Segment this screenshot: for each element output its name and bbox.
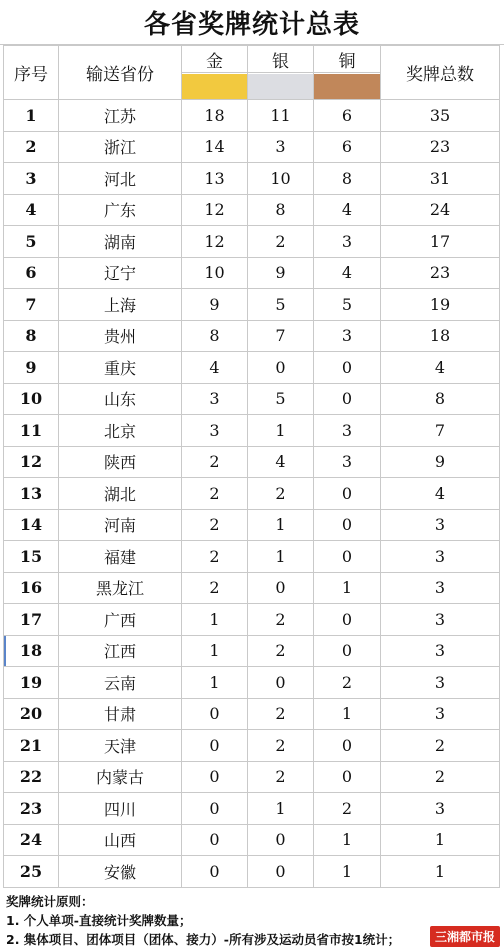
cell-gold[interactable]: 2 <box>182 541 248 573</box>
bronze-swatch-cell[interactable] <box>314 73 381 100</box>
cell-gold[interactable]: 13 <box>182 163 248 195</box>
cell-total[interactable]: 18 <box>381 320 500 352</box>
cell-total[interactable]: 19 <box>381 289 500 321</box>
cell-silver[interactable]: 8 <box>248 194 314 226</box>
cell-no[interactable]: 21 <box>4 730 59 762</box>
notes-line-1: 1. 个人单项-直接统计奖牌数量； <box>6 913 192 928</box>
cell-silver[interactable]: 2 <box>248 698 314 730</box>
cell-silver[interactable]: 1 <box>248 509 314 541</box>
cell-no[interactable]: 6 <box>4 257 59 289</box>
table-row <box>4 604 500 636</box>
cell-silver[interactable]: 10 <box>248 163 314 195</box>
table-row <box>4 856 500 888</box>
cell-bronze[interactable]: 1 <box>314 824 381 856</box>
cell-province[interactable]: 安徽 <box>59 856 182 888</box>
cell-province[interactable]: 广东 <box>59 194 182 226</box>
table-row <box>4 572 500 604</box>
cell-province[interactable]: 浙江 <box>59 131 182 163</box>
cell-province[interactable]: 重庆 <box>59 352 182 384</box>
cell-gold[interactable]: 8 <box>182 320 248 352</box>
gold-swatch-cell[interactable] <box>182 73 248 100</box>
cell-silver[interactable]: 5 <box>248 383 314 415</box>
cell-gold[interactable]: 2 <box>182 446 248 478</box>
cell-silver[interactable]: 2 <box>248 478 314 510</box>
notes-heading: 奖牌统计原则： <box>6 894 94 909</box>
cell-silver[interactable]: 1 <box>248 415 314 447</box>
gold-color-swatch <box>182 74 247 99</box>
cell-silver[interactable]: 1 <box>248 541 314 573</box>
cell-gold[interactable]: 9 <box>182 289 248 321</box>
cell-province[interactable]: 山东 <box>59 383 182 415</box>
header-silver[interactable]: 银 <box>248 46 314 73</box>
table-row <box>4 257 500 289</box>
table-row <box>4 478 500 510</box>
table-row <box>4 541 500 573</box>
cell-province[interactable]: 广西 <box>59 604 182 636</box>
cell-no[interactable]: 25 <box>4 856 59 888</box>
header-no[interactable]: 序号 <box>4 46 59 100</box>
cell-gold[interactable]: 10 <box>182 257 248 289</box>
table-row <box>4 824 500 856</box>
cell-province[interactable]: 云南 <box>59 667 182 699</box>
cell-silver[interactable]: 4 <box>248 446 314 478</box>
notes-line-2: 2. 集体项目、团体项目（团体、接力）-所有涉及运动员省市按1统计； <box>6 932 401 947</box>
cell-bronze[interactable]: 1 <box>314 572 381 604</box>
cell-bronze[interactable]: 6 <box>314 100 381 132</box>
cell-bronze[interactable]: 8 <box>314 163 381 195</box>
cell-total[interactable]: 3 <box>381 698 500 730</box>
cell-province[interactable]: 四川 <box>59 793 182 825</box>
cell-silver[interactable]: 0 <box>248 572 314 604</box>
cell-gold[interactable]: 18 <box>182 100 248 132</box>
watermark-logo: 三湘都市报 <box>430 926 500 947</box>
table-row <box>4 352 500 384</box>
table-row <box>4 730 500 762</box>
cell-silver[interactable]: 1 <box>248 793 314 825</box>
table-row <box>4 320 500 352</box>
cell-gold[interactable]: 0 <box>182 793 248 825</box>
cell-total[interactable]: 35 <box>381 100 500 132</box>
cell-total[interactable]: 7 <box>381 415 500 447</box>
cell-total[interactable]: 31 <box>381 163 500 195</box>
cell-bronze[interactable]: 0 <box>314 509 381 541</box>
cell-total[interactable]: 2 <box>381 730 500 762</box>
cell-province[interactable]: 黑龙江 <box>59 572 182 604</box>
cell-province[interactable]: 北京 <box>59 415 182 447</box>
cell-no[interactable]: 13 <box>4 478 59 510</box>
cell-total[interactable]: 2 <box>381 761 500 793</box>
cell-total[interactable]: 3 <box>381 667 500 699</box>
cell-bronze[interactable]: 2 <box>314 667 381 699</box>
cell-total[interactable]: 1 <box>381 824 500 856</box>
cell-bronze[interactable]: 0 <box>314 478 381 510</box>
cell-total[interactable]: 1 <box>381 856 500 888</box>
cell-province[interactable]: 江西 <box>59 635 182 667</box>
cell-bronze[interactable]: 0 <box>314 352 381 384</box>
cell-province[interactable]: 上海 <box>59 289 182 321</box>
cell-no[interactable]: 19 <box>4 667 59 699</box>
cell-bronze[interactable]: 0 <box>314 604 381 636</box>
cell-no[interactable]: 17 <box>4 604 59 636</box>
medal-table <box>3 45 500 888</box>
cell-no[interactable]: 16 <box>4 572 59 604</box>
cell-gold[interactable]: 14 <box>182 131 248 163</box>
cell-gold[interactable]: 0 <box>182 856 248 888</box>
cell-no[interactable]: 3 <box>4 163 59 195</box>
cell-silver[interactable]: 2 <box>248 730 314 762</box>
table-row <box>4 761 500 793</box>
table-row <box>4 131 500 163</box>
cell-total[interactable]: 23 <box>381 131 500 163</box>
cell-province[interactable]: 陕西 <box>59 446 182 478</box>
cell-no[interactable]: 1 <box>4 100 59 132</box>
cell-total[interactable]: 3 <box>381 635 500 667</box>
cell-no[interactable]: 14 <box>4 509 59 541</box>
cell-bronze[interactable]: 0 <box>314 541 381 573</box>
cell-province[interactable]: 江苏 <box>59 100 182 132</box>
cell-gold[interactable]: 2 <box>182 572 248 604</box>
silver-color-swatch <box>248 74 313 99</box>
cell-province[interactable]: 山西 <box>59 824 182 856</box>
table-row <box>4 415 500 447</box>
cell-total[interactable]: 23 <box>381 257 500 289</box>
cell-gold[interactable]: 12 <box>182 226 248 258</box>
cell-bronze[interactable]: 4 <box>314 194 381 226</box>
table-row <box>4 667 500 699</box>
table-row <box>4 635 500 667</box>
cell-gold[interactable]: 4 <box>182 352 248 384</box>
cell-gold[interactable]: 0 <box>182 761 248 793</box>
cell-province[interactable]: 湖北 <box>59 478 182 510</box>
cell-silver[interactable]: 9 <box>248 257 314 289</box>
cell-bronze[interactable]: 3 <box>314 446 381 478</box>
silver-swatch-cell[interactable] <box>248 73 314 100</box>
cell-total[interactable]: 3 <box>381 572 500 604</box>
cell-silver[interactable]: 0 <box>248 824 314 856</box>
cell-no[interactable]: 10 <box>4 383 59 415</box>
table-row <box>4 446 500 478</box>
cell-silver[interactable]: 3 <box>248 131 314 163</box>
cell-gold[interactable]: 1 <box>182 604 248 636</box>
table-row <box>4 100 500 132</box>
cell-silver[interactable]: 0 <box>248 667 314 699</box>
header-total[interactable]: 奖牌总数 <box>381 46 500 100</box>
cell-silver[interactable]: 5 <box>248 289 314 321</box>
cell-gold[interactable]: 1 <box>182 635 248 667</box>
bronze-color-swatch <box>314 74 380 99</box>
cell-bronze[interactable]: 2 <box>314 793 381 825</box>
cell-silver[interactable]: 2 <box>248 604 314 636</box>
cell-silver[interactable]: 2 <box>248 226 314 258</box>
cell-total[interactable]: 3 <box>381 793 500 825</box>
cell-silver[interactable]: 0 <box>248 352 314 384</box>
cell-bronze[interactable]: 6 <box>314 131 381 163</box>
cell-bronze[interactable]: 0 <box>314 635 381 667</box>
cell-province[interactable]: 福建 <box>59 541 182 573</box>
cell-province[interactable]: 辽宁 <box>59 257 182 289</box>
cell-no[interactable]: 11 <box>4 415 59 447</box>
table-row <box>4 383 500 415</box>
cell-total[interactable]: 3 <box>381 604 500 636</box>
cell-total[interactable]: 8 <box>381 383 500 415</box>
table-row <box>4 289 500 321</box>
cell-total[interactable]: 24 <box>381 194 500 226</box>
cell-gold[interactable]: 0 <box>182 730 248 762</box>
cell-silver[interactable]: 0 <box>248 856 314 888</box>
cell-no[interactable]: 2 <box>4 131 59 163</box>
cell-bronze[interactable]: 1 <box>314 698 381 730</box>
cell-gold[interactable]: 3 <box>182 383 248 415</box>
cell-no[interactable]: 12 <box>4 446 59 478</box>
cell-province[interactable]: 甘肃 <box>59 698 182 730</box>
cell-no[interactable]: 22 <box>4 761 59 793</box>
cell-province[interactable]: 河北 <box>59 163 182 195</box>
table-row <box>4 698 500 730</box>
cell-no[interactable]: 5 <box>4 226 59 258</box>
table-title: 各省奖牌统计总表 <box>0 0 504 45</box>
header-province[interactable]: 输送省份 <box>59 46 182 100</box>
header-bronze[interactable]: 铜 <box>314 46 381 73</box>
cell-no[interactable]: 23 <box>4 793 59 825</box>
cell-gold[interactable]: 1 <box>182 667 248 699</box>
cell-province[interactable]: 湖南 <box>59 226 182 258</box>
cell-bronze[interactable]: 0 <box>314 730 381 762</box>
cell-total[interactable]: 4 <box>381 352 500 384</box>
cell-province[interactable]: 天津 <box>59 730 182 762</box>
cell-silver[interactable]: 7 <box>248 320 314 352</box>
cell-gold[interactable]: 0 <box>182 698 248 730</box>
cell-total[interactable]: 3 <box>381 509 500 541</box>
cell-total[interactable]: 9 <box>381 446 500 478</box>
cell-gold[interactable]: 12 <box>182 194 248 226</box>
cell-bronze[interactable]: 5 <box>314 289 381 321</box>
cell-no[interactable]: 24 <box>4 824 59 856</box>
cell-gold[interactable]: 3 <box>182 415 248 447</box>
cell-no[interactable]: 20 <box>4 698 59 730</box>
cell-province[interactable]: 河南 <box>59 509 182 541</box>
table-row <box>4 163 500 195</box>
table-row <box>4 194 500 226</box>
cell-no[interactable]: 15 <box>4 541 59 573</box>
cell-no[interactable]: 8 <box>4 320 59 352</box>
cell-bronze[interactable]: 3 <box>314 415 381 447</box>
cell-silver[interactable]: 2 <box>248 635 314 667</box>
table-row <box>4 793 500 825</box>
cell-bronze[interactable]: 0 <box>314 383 381 415</box>
cell-no[interactable]: 4 <box>4 194 59 226</box>
cell-bronze[interactable]: 4 <box>314 257 381 289</box>
cell-bronze[interactable]: 0 <box>314 761 381 793</box>
cell-bronze[interactable]: 1 <box>314 856 381 888</box>
cell-no[interactable]: 9 <box>4 352 59 384</box>
cell-bronze[interactable]: 3 <box>314 226 381 258</box>
cell-province[interactable]: 贵州 <box>59 320 182 352</box>
table-row <box>4 226 500 258</box>
cell-province[interactable]: 内蒙古 <box>59 761 182 793</box>
cell-silver[interactable]: 2 <box>248 761 314 793</box>
cell-bronze[interactable]: 3 <box>314 320 381 352</box>
cell-total[interactable]: 17 <box>381 226 500 258</box>
cell-gold[interactable]: 2 <box>182 478 248 510</box>
notes <box>6 892 502 949</box>
cell-total[interactable]: 3 <box>381 541 500 573</box>
cell-no[interactable]: 18 <box>4 635 59 667</box>
cell-silver[interactable]: 11 <box>248 100 314 132</box>
table-row <box>4 509 500 541</box>
cell-gold[interactable]: 0 <box>182 824 248 856</box>
cell-no[interactable]: 7 <box>4 289 59 321</box>
cell-gold[interactable]: 2 <box>182 509 248 541</box>
cell-total[interactable]: 4 <box>381 478 500 510</box>
header-gold[interactable]: 金 <box>182 46 248 73</box>
